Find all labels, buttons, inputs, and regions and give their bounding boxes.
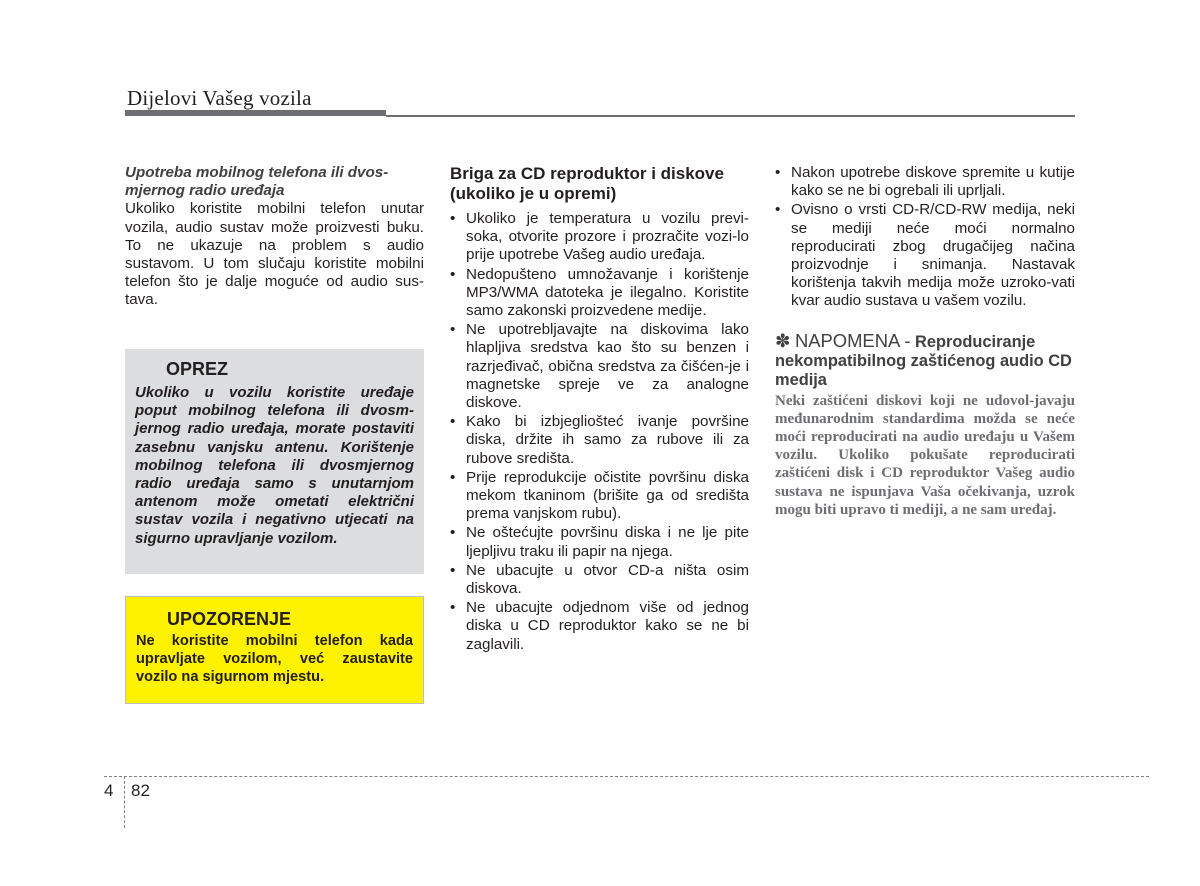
warning-body: Ne koristite mobilni telefon kada upravljate vozilom, već zaustavite vozilo na sigurnom mjestu.	[136, 633, 413, 686]
note-body: Neki zaštićeni diskovi koji ne udovol-javaju međunarodnim standardima možda se neće moći reproducirati na audio uređaju u Vašem vozilu. Ukoliko pokušate reproducirati zaštićeni disk i CD reproduktor Vašeg audio sustava ne ispunjava Vaša očekivanja, uzrok mogu biti upravo ti mediji, a ne sam uređaj.	[775, 392, 1075, 518]
cd-care-list	[450, 210, 749, 654]
chapter-number: 4	[104, 781, 114, 800]
page-number: 82	[131, 781, 150, 800]
bullet-icon: •	[450, 413, 456, 431]
note-title: Reproduciranje nekompatibilnog zaštićenog audio CD medija	[775, 332, 1072, 389]
list-item: • Kako bi izbjegliošteć ivanje površine diska, držite ih samo za rubove ili za rubove središta.	[450, 413, 749, 467]
bullet-icon: •	[775, 164, 781, 181]
list-item: • Ovisno o vrsti CD-R/CD-RW medija, neki se mediji neće moći normalno reproducirati zbog drugačijeg načina proizvodnje i snimanja. Nastavak korištenja takvih medija može uzroko-vati kvar audio sustava u vašem vozilu.	[775, 201, 1075, 310]
list-item: • Nakon upotrebe diskove spremite u kutije kako se ne bi ogrebali ili uprljali.	[775, 164, 1075, 200]
list-item: • Ne upotrebljavajte na diskovima lako hlapljiva sredstva kao što su benzen i razrjeđivač, obična sredstva za čišćen-je i magnetske spreje ve za analogne diskove.	[450, 321, 749, 412]
header-rule-thick	[125, 110, 386, 116]
caution-body: Ukoliko u vozilu koristite uređaje poput mobilnog telefona ili dvosm-jernog radio uređaja, morate postaviti zasebnu vanjsku antenu. Korištenje mobilnog telefona ili dvosmjernog radio uređaja samo s unutarnjom antenom može ometati električni sustav vozila i negativno utjecati na sigurno upravljanje vozilom.	[135, 384, 414, 547]
caution-box	[125, 349, 424, 574]
bullet-icon: •	[775, 201, 781, 219]
header-rule-thin	[386, 115, 1075, 117]
bullet-icon: •	[450, 524, 456, 542]
list-item: • Ne ubacujte u otvor CD-a ništa osim diskova.	[450, 561, 749, 598]
cd-care-title: Briga za CD reproduktor i diskove (ukoliko je u opremi)	[450, 164, 724, 203]
asterisk-icon: ✽	[775, 329, 791, 351]
list-item: • Prije reprodukcije očistite površinu diska mekom tkaninom (brišite ga od središta prema vanjskom rubu).	[450, 468, 749, 523]
footer-dashed-divider	[124, 776, 125, 828]
bullet-icon: •	[450, 599, 456, 617]
column-3	[775, 164, 1075, 519]
list-item: • Ne oštećujte površinu diska i ne lje pite ljepljivu traku ili papir na njega.	[450, 524, 749, 560]
mobile-phone-subheading: Upotreba mobilnog telefona ili dvos-mjernog radio uređaja	[125, 164, 389, 200]
column-1	[125, 164, 424, 310]
footer-dashed-rule	[104, 776, 1149, 777]
list-item: • Ne ubacujte odjednom više od jednog diska u CD reproduktor kako se ne bi zaglavili.	[450, 599, 749, 653]
caution-title: OPREZ	[166, 359, 229, 379]
warning-box	[125, 596, 424, 704]
warning-title: UPOZORENJE	[167, 609, 292, 629]
bullet-icon: •	[450, 265, 456, 283]
bullet-icon: •	[450, 468, 456, 486]
column-2	[450, 164, 749, 655]
bullet-icon: •	[450, 210, 456, 227]
note-label: NAPOMENA -	[794, 329, 911, 351]
note-heading	[775, 331, 1075, 390]
list-item: • Nedopušteno umnožavanje i korištenje MP3/WMA datoteka je ilegalno. Koristite samo zakonski proizvedene medije.	[450, 265, 749, 320]
cd-storage-list	[775, 164, 1075, 311]
list-item: • Ukoliko je temperatura u vozilu previ-soka, otvorite prozore i prozračite vozi-lo prije upotrebe Vašeg audio uređaja.	[450, 210, 749, 264]
bullet-icon: •	[450, 321, 456, 339]
page-header-title: Dijelovi Vašeg vozila	[127, 86, 312, 110]
mobile-phone-paragraph: Ukoliko koristite mobilni telefon unutar vozila, audio sustav može proizvesti buku. To ne ukazuje na problem s audio sustavom. U tom slučaju koristite mobilni telefon što je dalje moguće od audio sus-tava.	[125, 200, 424, 309]
bullet-icon: •	[450, 561, 456, 579]
